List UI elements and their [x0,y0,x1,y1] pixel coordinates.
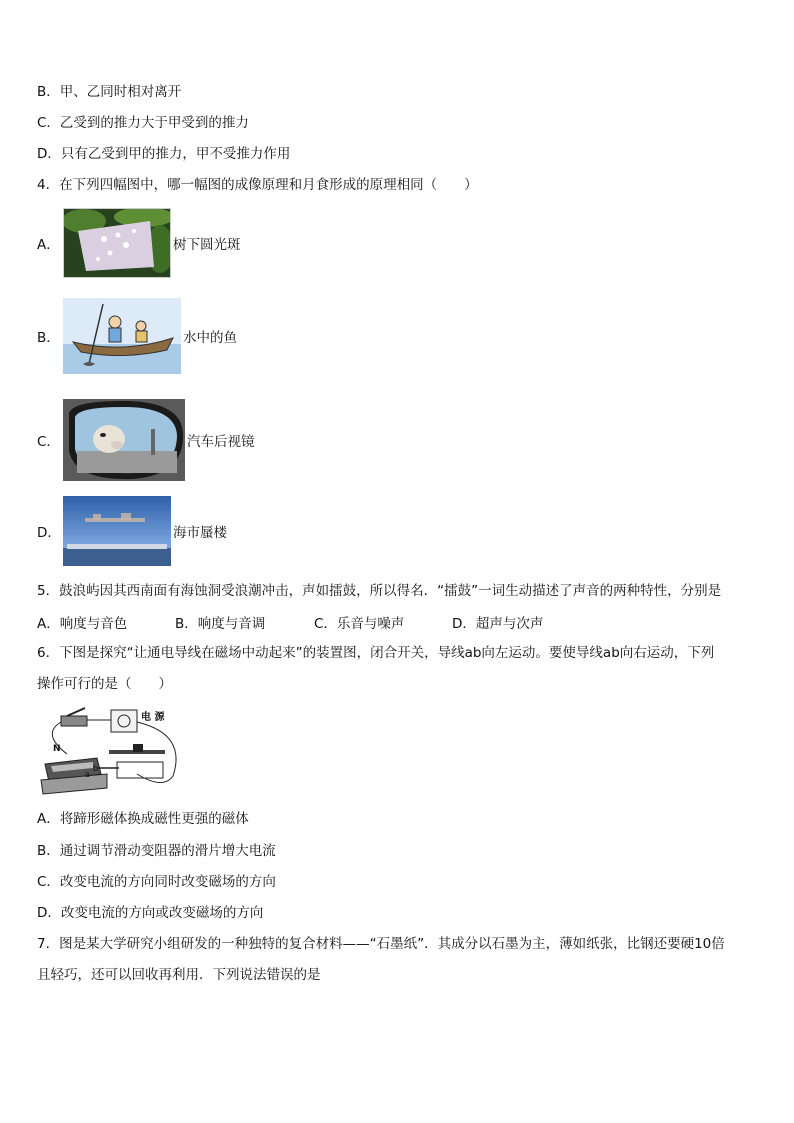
q4-option-a-caption: 树下圆光斑 [173,237,241,253]
q6-option-a: A．将蹄形磁体换成磁性更强的磁体 [37,811,249,827]
q4-option-a [37,208,241,278]
fisherman-image [63,298,181,374]
q6-stem-line2: 操作可行的是（ ） [37,676,172,692]
rearview-mirror-illustration [63,399,185,481]
q7-stem-line2: 且轻巧，还可以回收再利用．下列说法错误的是 [37,967,321,983]
q3-option-c: C．乙受到的推力大于甲受到的推力 [37,115,249,131]
option-letter: B． [37,330,60,346]
q6-option-b: B．通过调节滑动变阻器的滑片增大电流 [37,843,276,859]
apparatus-illustration [37,704,197,796]
q6-option-c: C．改变电流的方向同时改变磁场的方向 [37,874,276,890]
q5-option-d: D．超声与次声 [452,616,544,632]
power-supply-label: 电 源 [141,712,165,723]
q6-apparatus-figure [37,704,197,796]
q4-option-c [37,399,255,481]
option-letter: C． [37,434,60,450]
q3-option-d: D．只有乙受到甲的推力，甲不受推力作用 [37,146,291,162]
q4-option-b [37,298,237,374]
rod-end-a-label: a [85,770,90,779]
q4-option-d-caption: 海市蜃楼 [173,525,227,541]
q5-stem: 5．鼓浪屿因其西南面有海蚀洞受浪潮冲击，声如擂鼓，所以得名．“擂鼓”一词生动描述了声音的两种特性，分别是 [37,583,722,599]
q5-option-b: B．响度与音调 [175,616,266,632]
q4-stem: 4．在下列四幅图中，哪一幅图的成像原理和月食形成的原理相同（ ） [37,177,478,193]
q3-option-b: B．甲、乙同时相对离开 [37,84,182,100]
fisherman-illustration [63,298,181,374]
q4-option-b-caption: 水中的鱼 [183,330,237,346]
option-letter: A． [37,237,60,253]
q5-option-a: A．响度与音色 [37,616,128,632]
tree-light-spots-illustration [64,209,170,277]
q5-option-c: C．乐音与噪声 [314,616,405,632]
q7-stem-line1: 7．图是某大学研究小组研发的一种独特的复合材料——“石墨纸”．其成分以石墨为主，薄如纸张，比钢还要硬10倍 [37,936,725,952]
option-letter: D． [37,525,61,541]
q5-options [37,612,543,632]
q4-option-d [37,496,227,566]
q4-option-c-caption: 汽车后视镜 [187,434,255,450]
rearview-mirror-image [63,399,185,481]
tree-light-spots-image [63,208,171,278]
rod-end-b-label: b [93,764,99,773]
mirage-image [63,496,171,566]
n-pole-label: N [53,744,61,754]
mirage-illustration [63,496,171,566]
q6-stem-line1: 6．下图是探究“让通电导线在磁场中动起来”的装置图，闭合开关，导线ab向左运动。要使导线ab向右运动，下列 [37,645,715,661]
q6-option-d: D．改变电流的方向或改变磁场的方向 [37,905,264,921]
